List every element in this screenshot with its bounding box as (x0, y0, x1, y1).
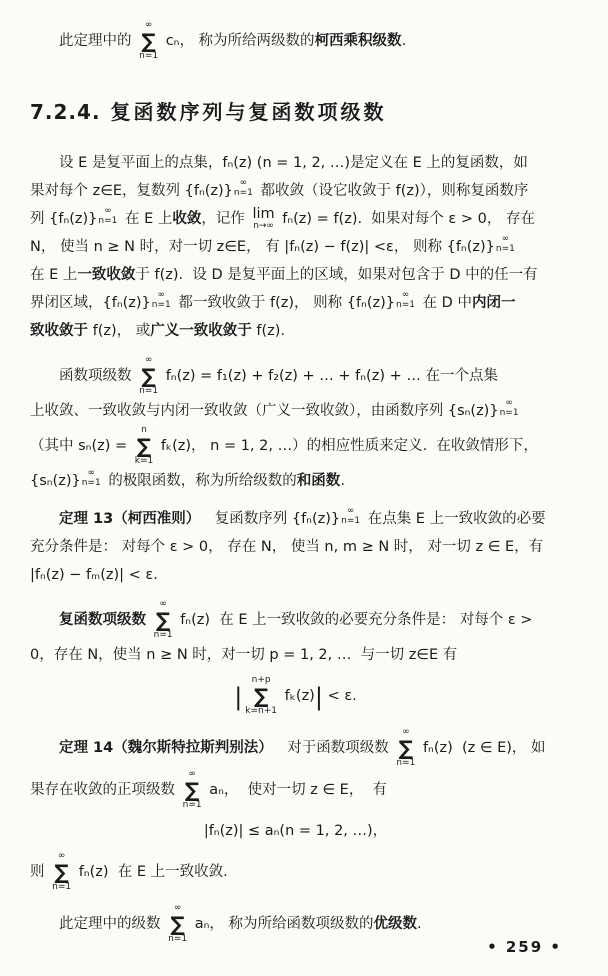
lower-limit: n=1 (98, 216, 118, 226)
text-segment: N， 使当 n ≥ N 时，对一切 z∈E， 有 |fₙ(z) − f(z)| <ε， 则称 {fₙ(z)} (30, 238, 495, 255)
paragraph-function-series (30, 355, 590, 495)
sum-lower-limit: n=1 (52, 882, 72, 892)
sequence-index-limits (500, 399, 519, 419)
sum-upper-limit: ∞ (159, 599, 167, 609)
text-segment: 柯西乘积级数 (314, 32, 402, 49)
text-segment: 设 E 是复平面上的点集，fₙ(z) (n = 1, 2, …)是定义在 E 上的复函数，如 (59, 154, 528, 171)
text-segment: 界闭区域，{fₙ(z)} (30, 294, 151, 311)
sequence-index-limits (98, 207, 117, 227)
text-line (30, 317, 590, 345)
text-segment: 则 (30, 863, 50, 880)
sequence-index-limits (82, 469, 101, 489)
text-segment: 此定理中的级数 (59, 915, 166, 932)
text-segment: 优级数 (373, 915, 417, 932)
text-segment: 果对每个 z∈E，复数列 {fₙ(z)} (30, 182, 233, 199)
sum-upper-limit: ∞ (402, 727, 410, 737)
sum-upper-limit: n (141, 425, 147, 435)
summation-symbol (135, 426, 153, 466)
summation-symbol (245, 676, 277, 716)
sum-lower-limit: n=1 (168, 934, 188, 944)
lower-limit: n=1 (341, 516, 361, 526)
text-line (30, 505, 590, 533)
text-segment: . (416, 915, 422, 932)
lower-limit: n=1 (395, 300, 415, 310)
text-segment (146, 611, 151, 629)
page-number: • 259 • (487, 938, 562, 956)
text-segment: fₙ(z) (z ∈ E)， 如 (418, 739, 546, 756)
text-segment: 和函数 (296, 472, 341, 489)
text-line (30, 289, 590, 317)
sigma-glyph: ∑ (398, 736, 414, 760)
vertical-bar: | (234, 683, 243, 711)
summation-symbol (154, 600, 173, 640)
text-segment: 收敛 (172, 210, 202, 227)
sum-upper-limit: ∞ (173, 903, 182, 913)
sum-lower-limit: k=n+1 (245, 706, 278, 716)
text-line (30, 727, 590, 769)
text-segment: 列 {fₙ(z)} (30, 210, 98, 227)
sequence-index-limits (234, 179, 253, 199)
text-segment: 函数项级数 (59, 367, 137, 384)
sum-lower-limit: n=1 (139, 386, 159, 396)
text-line (30, 355, 590, 397)
text-line (30, 641, 590, 669)
text-segment: aₙ， 使对一切 z ∈ E， 有 (204, 781, 388, 798)
upper-limit: ∞ (87, 468, 95, 479)
sequence-index-limits (396, 291, 415, 311)
lower-limit: n=1 (81, 478, 101, 488)
text-line (30, 769, 590, 811)
text-segment: （其中 sₙ(z) = (30, 437, 132, 454)
text-segment: < ε. (322, 687, 357, 704)
text-segment: fₖ(z)， n = 1, 2, …）的相应性质来定义. 在收敛情形下， (156, 437, 538, 454)
text-segment: fₙ(z) 在 E 上一致收敛. (74, 863, 228, 880)
lower-limit: n=1 (233, 188, 253, 198)
sum-lower-limit: n=1 (139, 51, 159, 61)
text-segment: 此定理中的 (59, 32, 137, 49)
upper-limit: ∞ (346, 506, 355, 517)
text-segment: fₖ(z) (280, 687, 315, 704)
section-number: 7.2.4. (30, 100, 101, 124)
text-segment: . (340, 472, 345, 489)
text-segment: 内闭一 (471, 294, 516, 311)
lower-limit: n=1 (495, 244, 515, 254)
sigma-glyph: ∑ (155, 608, 171, 632)
sigma-glyph: ∑ (141, 29, 156, 53)
summation-symbol (168, 904, 187, 944)
text-line (30, 233, 590, 261)
text-segment: 在 E 上 (30, 266, 78, 283)
text-line (30, 205, 590, 233)
text-line (30, 397, 590, 425)
text-line (30, 177, 590, 205)
sequence-index-limits (496, 235, 515, 255)
text-segment: 果存在收敛的正项级数 (30, 781, 180, 798)
section-heading (30, 96, 590, 125)
sum-upper-limit: ∞ (144, 355, 153, 365)
summation-symbol (139, 21, 158, 61)
text-segment: 都一致收敛于 f(z)， 则称 {fₙ(z)} (173, 294, 395, 311)
text-line (30, 599, 590, 641)
text-segment: . (401, 32, 407, 49)
sigma-glyph: ∑ (170, 912, 185, 936)
text-segment: {sₙ(z)} (30, 472, 81, 489)
paragraph-series-uniform-condition (30, 599, 590, 717)
paragraph-convergence-definition (30, 149, 590, 345)
summation-symbol (396, 728, 415, 768)
sigma-glyph: ∑ (184, 778, 200, 802)
text-line (30, 533, 590, 561)
text-segment: aₙ， 称为所给函数项级数的 (190, 915, 374, 932)
sum-upper-limit: ∞ (57, 851, 66, 861)
lim-subscript: n→∞ (253, 220, 274, 231)
paragraph-cauchy-product-note (30, 20, 590, 62)
text-segment: 都收敛（设它收敛于 f(z)），则称复函数序 (255, 182, 529, 199)
text-segment: 在 D 中 (417, 294, 472, 311)
sequence-index-limits (152, 291, 171, 311)
sum-upper-limit: ∞ (188, 769, 196, 779)
upper-limit: ∞ (505, 398, 513, 409)
text-segment: 复函数序列 {fₙ(z)} (200, 510, 341, 527)
lower-limit: n=1 (151, 300, 171, 310)
text-segment: f(z)， 或 (88, 322, 151, 339)
upper-limit: ∞ (501, 234, 510, 245)
text-line (30, 20, 590, 62)
text-segment: 对于函数项级数 (272, 739, 394, 756)
sigma-glyph: ∑ (54, 860, 69, 884)
sequence-index-limits (341, 507, 360, 527)
sigma-glyph: ∑ (136, 434, 152, 458)
text-segment: 充分条件是： 对每个 ε > 0， 存在 N， 使当 n, m ≥ N 时， 对一切 z ∈ E，有 (30, 538, 544, 555)
text-segment: 一致收敛 (77, 266, 136, 283)
text-segment: 定理 14（魏尔斯特拉斯判别法） (59, 739, 273, 756)
sum-upper-limit: ∞ (144, 20, 153, 30)
lim-text: lim (252, 206, 275, 223)
text-line (30, 675, 590, 717)
text-segment: 的极限函数，称为所给级数的 (103, 472, 297, 489)
upper-limit: ∞ (104, 206, 112, 217)
sum-lower-limit: n=1 (396, 758, 416, 768)
summation-symbol (183, 770, 202, 810)
text-segment: fₙ(z) = f(z). 如果对每个 ε > 0， 存在 (277, 210, 535, 227)
limit-notation (252, 207, 274, 231)
lower-limit: n=1 (499, 408, 519, 418)
sigma-glyph: ∑ (253, 684, 269, 708)
upper-limit: ∞ (401, 290, 410, 301)
text-segment: 致收敛于 (30, 322, 88, 339)
text-segment: fₙ(z) 在 E 上一致收敛的必要充分条件是： 对每个 ε > (175, 611, 533, 628)
sum-lower-limit: n=1 (182, 800, 202, 810)
text-segment: f(z). (251, 322, 285, 339)
upper-limit: ∞ (157, 290, 165, 301)
text-line (30, 149, 590, 177)
sum-upper-limit: n+p (251, 675, 271, 685)
text-line (30, 261, 590, 289)
text-segment: 定理 13（柯西准则） (59, 510, 201, 527)
text-segment: 复函数项级数 (59, 611, 146, 628)
text-segment: cₙ， 称为所给两级数的 (161, 32, 315, 49)
text-segment: 在 E 上 (120, 210, 173, 227)
upper-limit: ∞ (239, 178, 248, 189)
theorem-14-weierstrass-test (30, 727, 590, 893)
text-line (30, 561, 590, 589)
summation-symbol (52, 852, 71, 892)
summation-symbol (139, 356, 158, 396)
text-line (30, 817, 590, 845)
vertical-bar: | (314, 683, 323, 711)
sum-lower-limit: k=1 (134, 456, 154, 466)
text-line (30, 425, 590, 467)
text-segment: 于 f(z). 设 D 是复平面上的区域，如果对包含于 D 中的任一有 (135, 266, 538, 283)
text-segment: 广义一致收敛于 (150, 322, 252, 339)
text-segment: 0，存在 N，使当 n ≥ N 时，对一切 p = 1, 2, … 与一切 z∈E 有 (30, 646, 458, 663)
section-title: 复函数序列与复函数项级数 (110, 100, 387, 124)
text-line (30, 467, 590, 495)
text-segment: |fₙ(z)| ≤ aₙ(n = 1, 2, …)， (203, 822, 388, 839)
text-segment: |fₙ(z) − fₘ(z)| < ε. (30, 566, 158, 583)
text-segment: ，记作 (201, 210, 250, 227)
text-segment: fₙ(z) = f₁(z) + f₂(z) + … + fₙ(z) + … 在一个点集 (161, 367, 498, 384)
text-segment: 上收敛、一致收敛与内闭一致收敛（广义一致收敛），由函数序列 {sₙ(z)} (30, 402, 499, 419)
sigma-glyph: ∑ (141, 364, 156, 388)
text-segment: 在点集 E 上一致收敛的必要 (363, 510, 546, 527)
theorem-13-cauchy-criterion (30, 505, 590, 589)
sum-lower-limit: n=1 (153, 630, 173, 640)
text-line (30, 851, 590, 893)
